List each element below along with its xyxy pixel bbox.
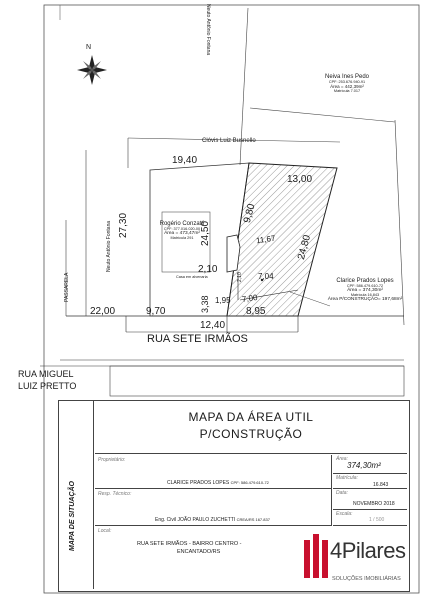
dimension-3-38: 3,38 [200, 295, 210, 313]
area-cell [333, 455, 407, 474]
passarela-label: PASSARELA [64, 272, 70, 302]
matricula-cell [333, 474, 407, 489]
title-line-1: MAPA DA ÁREA UTIL [188, 410, 314, 424]
matricula-value: 16.843 [373, 482, 389, 488]
area-value: 374,30m² [347, 461, 381, 470]
dimension-7-00: 7,00 [241, 292, 259, 305]
local-label: Local: [98, 528, 112, 534]
dimension-7-04: 7,04 [258, 272, 274, 281]
dimension-24-50: 24,50 [200, 220, 211, 246]
local-cell [95, 526, 331, 586]
brand-tagline: SOLUÇÕES IMOBILIÁRIAS [332, 576, 401, 582]
dimension-11-67: 11,67 [255, 233, 276, 246]
data-cell [333, 489, 407, 510]
owner-clarice: Clarice Prados Lopes CPF: 586.479.610-72 Área = 374,30m² Matrícula 16.843 Área P/CONSTRUÇÃO= 197,68m² [327, 278, 403, 302]
escala-value: 1 / 500 [369, 517, 385, 523]
escala-cell [333, 510, 407, 526]
resp-cell [95, 489, 332, 526]
street-label-miguel: RUA MIGUEL LUIZ PRETTO [18, 369, 77, 391]
local-line-2: ENCANTADO/RS [177, 549, 221, 555]
dimension-19-40: 19,40 [172, 155, 198, 166]
brand-name: 4Pilares [330, 538, 406, 563]
data-label: Data: [336, 490, 348, 496]
house-label: Casa em alvenaria [176, 275, 208, 279]
owner-clovis: Clóvis Luiz Busnello [202, 138, 256, 144]
matricula-label: Matrícula: [336, 475, 358, 481]
dimension-24-80: 24,80 [296, 233, 314, 261]
situacao-panel [59, 401, 94, 589]
proprietario-value: CLARICE PRADOS LOPES CPF: 586.479.610-72 [167, 480, 269, 486]
resp-value: Eng. Civil JOÃO PAULO ZUCHETTI CREA/RS 167.837 [155, 517, 270, 523]
dimension-9-80: 9,80 [241, 202, 258, 225]
neighbor-road-label: Neuto Antônio Fontana [205, 4, 211, 56]
dimension-2-10-a: 2,10 [198, 264, 218, 275]
boundary-line [250, 108, 395, 122]
dimension-22-00: 22,00 [90, 306, 116, 317]
title-line-2: P/CONSTRUÇÃO [199, 427, 303, 441]
dimension-12-40: 12,40 [200, 320, 226, 331]
north-arrow-icon [77, 55, 107, 85]
title-cell [95, 403, 407, 454]
dimension-1-95: 1,95 [215, 296, 231, 305]
escala-label: Escala: [336, 511, 353, 517]
dimension-9-70: 9,70 [146, 306, 166, 317]
north-label: N [86, 44, 92, 51]
situacao-label: MAPA DE SITUAÇÃO [69, 481, 76, 551]
street-label-sete-irmaos: RUA SETE IRMÃOS [147, 333, 248, 345]
dimension-13-00: 13,00 [287, 174, 313, 185]
proprietario-label: Proprietário: [98, 457, 126, 463]
brand-watermark [300, 528, 420, 594]
neighbor-road-label-2: Neuto Antônio Fontana [106, 220, 112, 272]
resp-label: Resp. Técnico: [98, 491, 132, 497]
local-line-1: RUA SETE IRMÃOS - BAIRRO CENTRO - [137, 541, 242, 547]
area-label: Área: [336, 456, 348, 462]
dimension-27-30: 27,30 [118, 212, 129, 238]
dimension-8-95: 8,95 [246, 306, 266, 317]
proprietario-cell [95, 455, 332, 489]
owner-neiva: Neiva Ines Pedo CPF: 253.676.940-91 Área = 442,39m² Matrícula 7.017 [324, 74, 370, 93]
owner-rogerio: Rogério Conzatti CPF: 377.016.020-00 Área = 473,47m² Matrícula 291 [159, 221, 205, 240]
data-value: NOVEMBRO 2018 [353, 501, 395, 507]
dimension-2-10-b: 2,10 [237, 272, 243, 282]
